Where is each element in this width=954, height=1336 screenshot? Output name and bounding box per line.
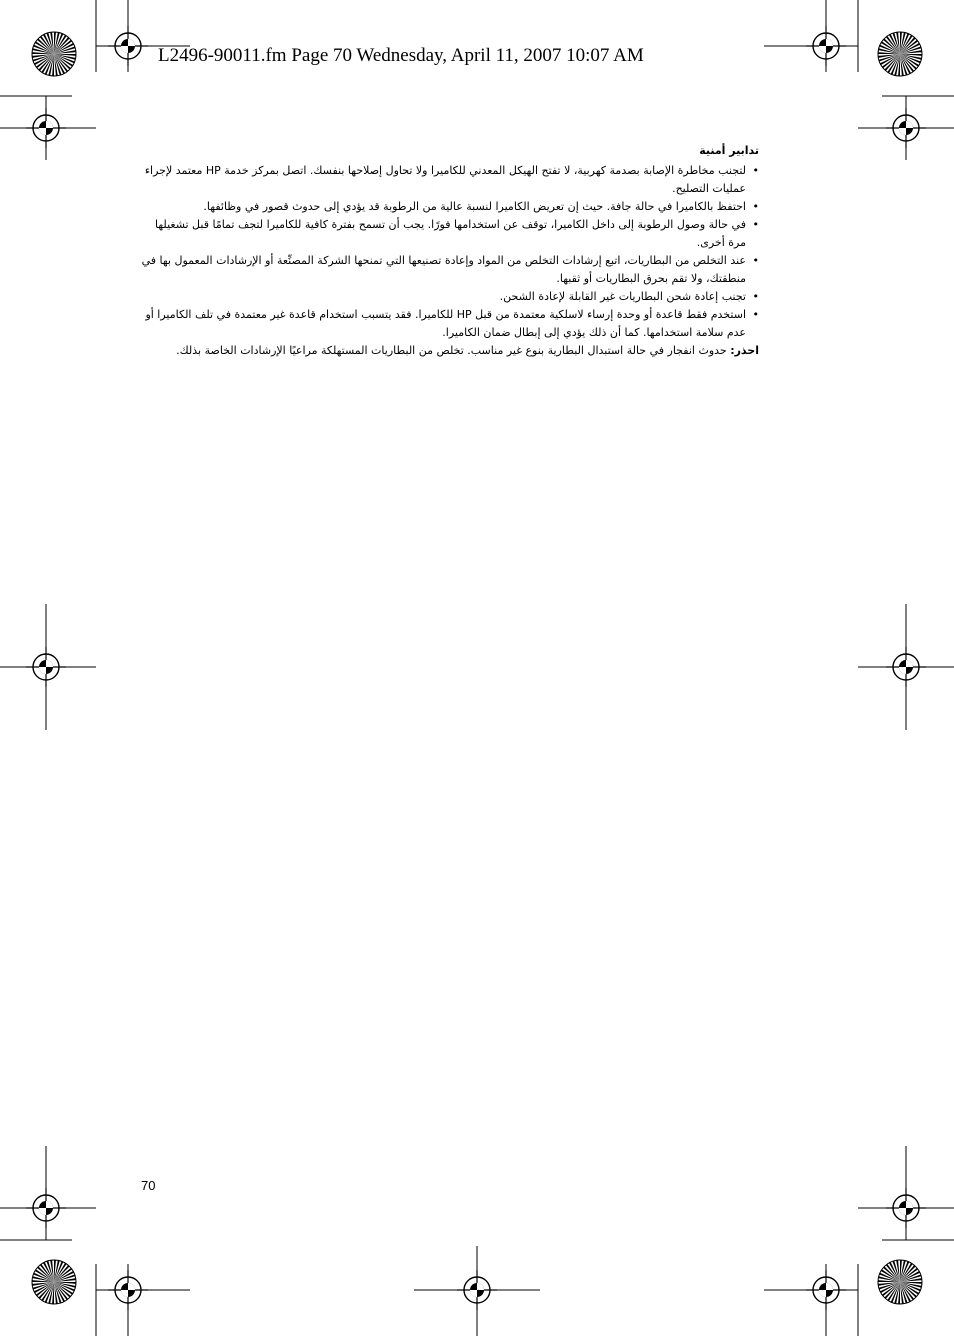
warning-text: حدوث انفجار في حالة استبدال البطارية بنوع غير مناسب. تخلص من البطاريات المستهلكة مراعيًا الإرشادات الخاصة بذلك. — [176, 344, 731, 357]
list-item — [140, 252, 759, 288]
bullet-icon: • — [752, 200, 759, 213]
page-number: 70 — [141, 1178, 156, 1193]
starburst-target-icon — [878, 32, 922, 76]
bullet-icon: • — [752, 290, 759, 303]
bullet-icon: • — [752, 218, 759, 231]
print-header: L2496-90011.fm Page 70 Wednesday, April 11, 2007 10:07 AM — [158, 45, 644, 66]
bullet-icon: • — [752, 164, 759, 177]
section-title: تدابير أمنية — [699, 144, 759, 157]
list-item-text: احتفظ بالكاميرا في حالة جافة. حيث إن تعريض الكاميرا لنسبة عالية من الرطوبة قد يؤدي إلى حدوث قصور في وظائفها. — [203, 200, 746, 213]
starburst-target-icon — [32, 1260, 76, 1304]
list-item — [140, 198, 759, 216]
list-item — [140, 288, 759, 306]
list-item — [140, 216, 759, 252]
list-item-text: تجنب إعادة شحن البطاريات غير القابلة لإعادة الشحن. — [499, 290, 746, 303]
starburst-target-icon — [878, 1260, 922, 1304]
bullet-icon: • — [752, 254, 759, 267]
warning-label: احذر: — [730, 344, 759, 357]
list-item — [140, 162, 759, 198]
list-item — [140, 306, 759, 342]
warning-paragraph — [140, 342, 759, 360]
list-item-text: في حالة وصول الرطوبة إلى داخل الكاميرا، توقف عن استخدامها فورًا. يجب أن تسمح بفترة كافية للكاميرا لتجف تمامًا قبل تشغيلها مرة أخرى. — [155, 218, 746, 249]
list-item-text: استخدم فقط قاعدة أو وحدة إرساء لاسلكية معتمدة من قبل HP للكاميرا. فقد يتسبب استخدام قاعدة غير معتمدة في تلف الكاميرا أو عدم سلامة استخدامها. كما أن ذلك يؤدي إلى إبطال ضمان الكاميرا. — [145, 308, 746, 339]
list-item-text: عند التخلص من البطاريات، اتبع إرشادات التخلص من المواد وإعادة تصنيعها التي تمنحها الشركة المصنِّعة أو الإرشادات المعمول بها في منطقتك، ولا تقم بحرق البطاريات أو ثقبها. — [141, 254, 746, 285]
safety-content — [140, 142, 759, 360]
starburst-target-icon — [32, 32, 76, 76]
list-item-text: لتجنب مخاطرة الإصابة بصدمة كهربية، لا تفتح الهيكل المعدني للكاميرا ولا تحاول إصلاحها بنفسك. اتصل بمركز خدمة HP معتمد لإجراء عمليات التصليح. — [144, 164, 746, 195]
bullet-icon: • — [752, 308, 759, 321]
safety-list — [140, 162, 759, 342]
